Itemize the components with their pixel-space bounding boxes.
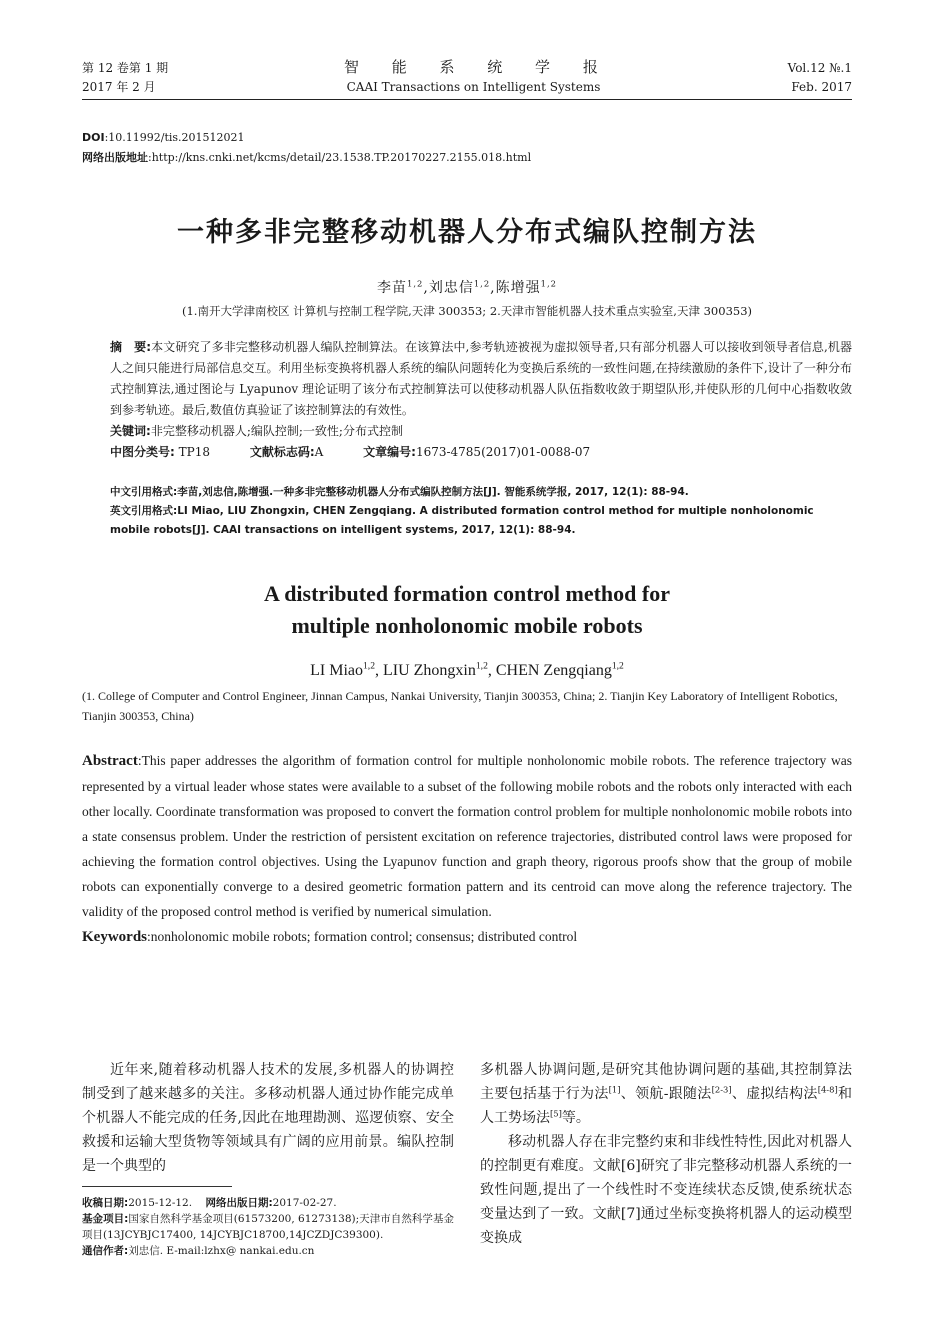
body-paragraph: 近年来,随着移动机器人技术的发展,多机器人的协调控制受到了越来越多的关注。多移动机器人通过协作能完成单个机器人不能完成的任务,因此在地理勘测、巡逻侦察、安全救援和运输大型货物等领域具有广阔的应用前景。编队控制是一个典型的: [82, 1062, 454, 1174]
journal-title-en: CAAI Transactions on Intelligent Systems: [346, 80, 601, 94]
title-cn: 一种多非完整移动机器人分布式编队控制方法: [177, 217, 757, 248]
affiliation-cn: (1.南开大学津南校区 计算机与控制工程学院,天津 300353; 2.天津市智能机器人技术重点实验室,天津 300353): [181, 304, 753, 318]
doi-line: DOI:10.11992/tis.201512021: [82, 131, 245, 144]
article-meta: [82, 128, 852, 168]
footnote-rule: [82, 1186, 232, 1187]
authors-en: LI Miao$^{1,2}$, LIU Zhongxin$^{1,2}$, CHEN Zengqiang$^{1,2}$: [310, 660, 624, 679]
abstract-en: Abstract:This paper addresses the algorithm of formation control for multiple nonholonomic mobile robots. The reference trajectory was represented by a virtual leader whose states were available to a subset of the following mobile robots and the robots only interacted with each other locally. Coordinate transformation was proposed to convert the formation control problem for multiple nonholonomic mobile robots into a state consensus problem. Under the restriction of persistent excitation on reference trajectories, distributed control laws were proposed for achieving the formation control objectives. Using the Lyapunov function and graph theory, rigorous proofs show that the group of mobile robots can exponentially converge to a desired geometric formation pattern and its centroid can move along the reference trajectory. The validity of the proposed control method is verified by numerical simulation.: [82, 753, 852, 919]
online-url-link[interactable]: :http://kns.cnki.net/kcms/detail/23.1538.TP.20170227.2155.018.html: [148, 151, 532, 164]
abstract-cn: 摘 要:本文研究了多非完整移动机器人编队控制算法。在该算法中,参考轨迹被视为虚拟领导者,只有部分机器人可以接收到领导者信息,机器人之间只能进行局部信息交互。利用坐标变换将机器人系统的编队问题转化为变换后系统的一致性问题,在持续激励的条件下,设计了一种分布式控制算法,通过图论与 Lyapunov 理论证明了该分布式控制算法可以使移动机器人队伍指数收敛于期望队形,并使队形的几何中心指数收敛到参考轨迹。最后,数值仿真验证了该控制算法的有效性。: [110, 340, 852, 417]
right-column: [480, 1058, 852, 1259]
running-header: [82, 56, 852, 100]
journal-title-cn: 智 能 系 统 学 报: [343, 58, 612, 76]
body-paragraph: 多机器人协调问题,是研究其他协调问题的基础,其控制算法主要包括基于行为法[1]、领航-跟随法[2-3]、虚拟结构法[4-8]和人工势场法[5]等。: [480, 1062, 853, 1126]
authors-cn: 李苗$^{1,2}$,刘忠信$^{1,2}$,陈增强$^{1,2}$: [377, 278, 557, 296]
url-line: 网络出版地址:http://kns.cnki.net/kcms/detail/23.1538.TP.20170227.2155.018.html: [82, 151, 532, 164]
date-en: Feb. 2017: [791, 80, 852, 94]
footnote: 收稿日期:2015-12-12. 网络出版日期:2017-02-27. 基金项目:国家自然科学基金项目(61573200, 61273138);天津市自然科学基金项目(13JCYBJC17400, 14JCYBJC18700,14JCZDJC39300). 通信作者:刘忠信. E-mail:lzhx@ nankai.edu.cn: [82, 1197, 454, 1257]
title-en: A distributed formation control method for multiple nonholonomic mobile robots: [264, 581, 670, 638]
keywords-en: Keywords:nonholonomic mobile robots; formation control; consensus; distributed control: [82, 929, 578, 945]
reference-link[interactable]: [1]: [608, 1084, 621, 1095]
affiliation-en: (1. College of Computer and Control Engineer, Jinnan Campus, Nankai University, Tianjin 300353, China; 2. Tianjin Key Laboratory of Intelligent Robotics, Tianjin 300353, China): [82, 689, 838, 723]
body-paragraph: 移动机器人存在非完整约束和非线性特性,因此对机器人的控制更有难度。文献[6]研究了非完整移动机器人系统的一致性问题,提出了一个线性时不变连续状态反馈,使系统状态变量达到了一致。文献[7]通过坐标变换将机器人的运动模型变换成: [480, 1134, 852, 1246]
volume-en: Vol.12 №.1: [787, 61, 852, 75]
classification-cn: 中图分类号: TP18 文献标志码:A 文章编号:1673-4785(2017)01-0088-07: [110, 445, 591, 459]
citation-block: [82, 483, 852, 540]
body-columns: [82, 1058, 852, 1259]
header-rule: [82, 99, 852, 100]
doi-link[interactable]: :10.11992/tis.201512021: [104, 131, 245, 144]
reference-link[interactable]: [5]: [550, 1108, 562, 1119]
reference-link[interactable]: [2-3]: [711, 1084, 732, 1095]
left-column: [82, 1058, 454, 1259]
date-cn: 2017 年 2 月: [82, 80, 156, 94]
citation-cn: 中文引用格式:李苗,刘忠信,陈增强.一种多非完整移动机器人分布式编队控制方法[J]. 智能系统学报, 2017, 12(1): 88-94.: [110, 486, 689, 498]
reference-link[interactable]: [4-8]: [817, 1084, 838, 1095]
keywords-cn: 关键词:非完整移动机器人;编队控制;一致性;分布式控制: [110, 424, 403, 438]
paper-page: [82, 56, 853, 1257]
volume-cn: 第 12 卷第 1 期: [82, 61, 169, 75]
citation-en: 英文引用格式:LI Miao, LIU Zhongxin, CHEN Zengqiang. A distributed formation control method for multiple nonholonomic mobile robots[J]. CAAI transactions on intelligent systems, 2017, 12(1): 88-94.: [110, 505, 814, 536]
